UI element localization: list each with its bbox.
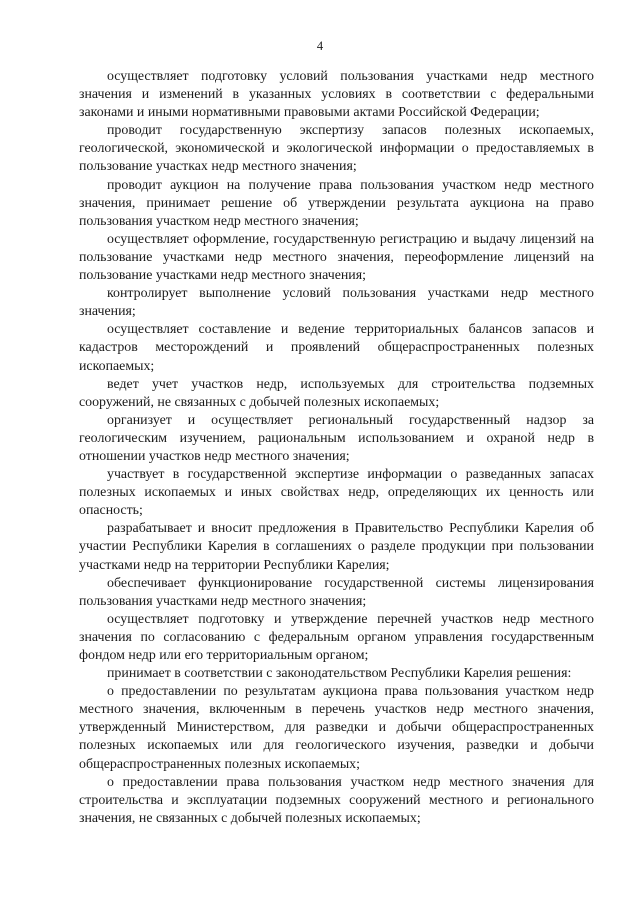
paragraph: проводит аукцион на получение права пользования участком недр местного значения, принимает решение об утверждении результата аукциона на право пользования участком недр местного значения; (79, 177, 594, 229)
paragraph: ведет учет участков недр, используемых для строительства подземных сооружений, не связанных с добычей полезных ископаемых; (79, 376, 594, 410)
paragraph: обеспечивает функционирование государственной системы лицензирования пользования участками недр местного значения; (79, 575, 594, 609)
paragraph: осуществляет составление и ведение территориальных балансов запасов и кадастров месторождений и проявлений общераспространенных полезных ископаемых; (79, 322, 594, 374)
page-number: 4 (316, 39, 324, 53)
paragraph: проводит государственную экспертизу запасов полезных ископаемых, геологической, экономической и экологической информации о предоставляемых в пользование участках недр местного значения; (79, 123, 594, 175)
paragraph: осуществляет подготовку и утверждение перечней участков недр местного значения по согласованию с федеральным органом управления государственным фондом недр или его территориальным органом; (79, 611, 594, 663)
paragraph: организует и осуществляет региональный государственный надзор за геологическим изучением, рациональным использованием и охраной недр в отношении участков недр местного значения; (79, 412, 594, 464)
paragraph: участвует в государственной экспертизе информации о разведанных запасах полезных ископаемых и иных свойствах недр, определяющих их ценность или опасность; (79, 467, 594, 519)
document-body (79, 68, 594, 828)
paragraph: осуществляет оформление, государственную регистрацию и выдачу лицензий на пользование участками недр местного значения, переоформление лицензий на пользование участками недр местного значения; (79, 231, 594, 284)
paragraph: о предоставлении права пользования участком недр местного значения для строительства и эксплуатации подземных сооружений местного и регионального значения, не связанных с добычей полезных ископаемых; (79, 774, 594, 826)
paragraph: осуществляет подготовку условий пользования участками недр местного значения и изменений в указанных условиях в соответствии с федеральными законами и иными нормативными правовыми актами Российской Федерации; (79, 69, 594, 121)
paragraph: разрабатывает и вносит предложения в Правительство Республики Карелия об участии Республики Карелия в соглашениях о разделе продукции при пользовании участками недр на территории Республики Карелия; (79, 521, 594, 573)
paragraph: контролирует выполнение условий пользования участками недр местного значения; (79, 286, 594, 320)
paragraph: о предоставлении по результатам аукциона права пользования участком недр местного значения, включенным в перечень участков недр местного значения, утвержденный Министерством, для разведки и добычи общераспространенных полезных ископаемых или для геологического изучения, разведки и добычи общераспространенных полезных ископаемых; (79, 684, 594, 772)
paragraph: принимает в соответствии с законодательством Республики Карелия решения: (107, 666, 572, 682)
